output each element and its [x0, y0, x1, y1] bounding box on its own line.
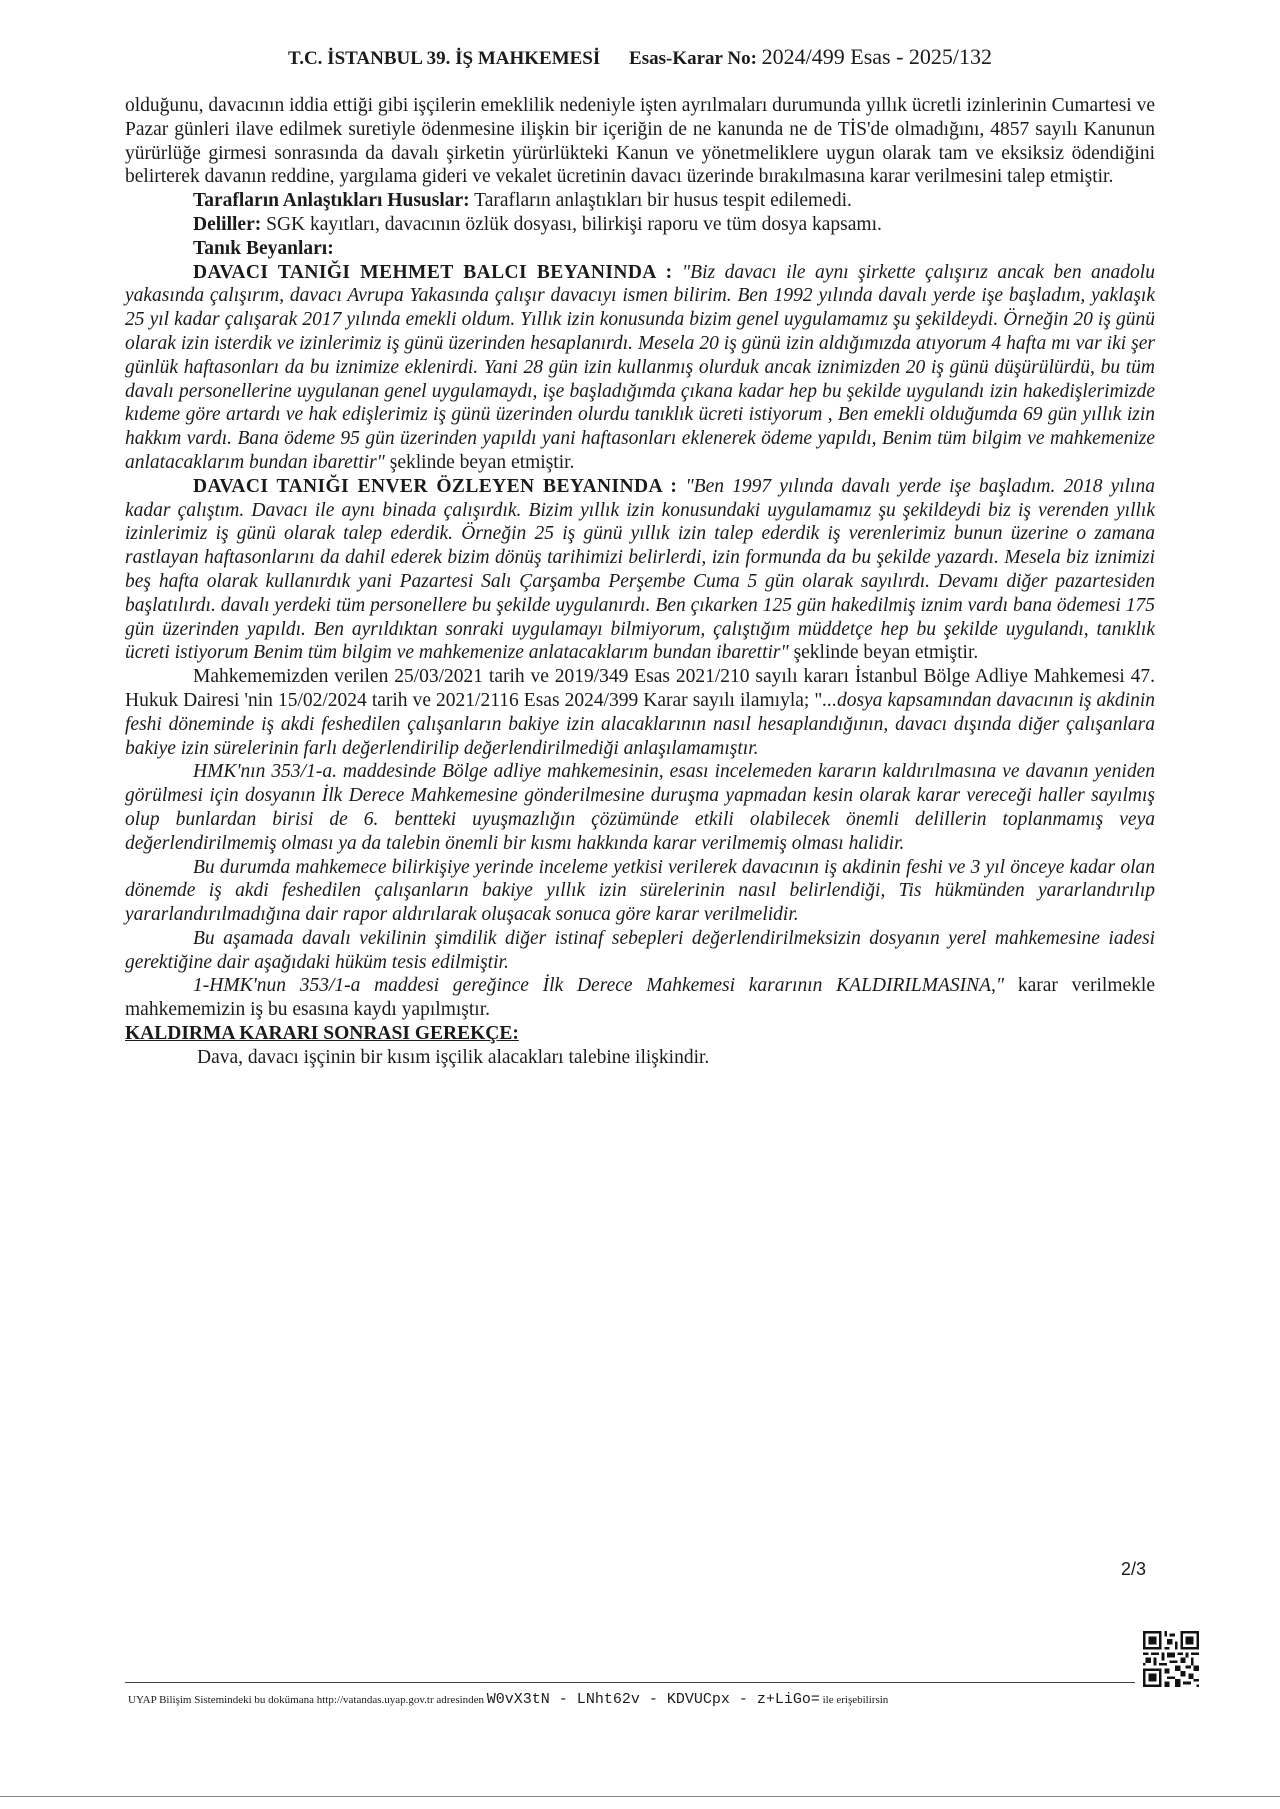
document-body [125, 94, 1155, 1070]
footer-access-code: W0vX3tN - LNht62v - KDVUCpx - z+LiGo= [486, 1691, 820, 1708]
footer-divider [125, 1682, 1135, 1683]
paragraph-remand-reason: Bu aşamada davalı vekilinin şimdilik diğer istinaf sebepleri değerlendirilmeksizin dosyanın yerel mahkemesine iadesi gerektiğine dair aşağıdaki hüküm tesis edilmiştir. [125, 927, 1155, 973]
paragraph-expert-instruction: Bu durumda mahkemece bilirkişiye yerinde inceleme yetkisi verilerek davacının iş akdinin feshi ve 3 yıl önceye kadar olan dönemde iş akdi feshedilen çalışanların bakiye yıllık izin sürelerinin nasıl belirlendiği, Tis hükmünden yararlandırılıp yararlandırılmadığına dair rapor aldırılarak oluşacak sonuca göre karar verilmelidir. [125, 856, 1155, 926]
agreed-matters-text: Tarafların anlaştıkları bir husus tespit edilemedi. [469, 190, 852, 212]
witness-2-label: DAVACI TANIĞI ENVER ÖZLEYEN BEYANINDA : [193, 475, 678, 497]
witness-heading: Tanık Beyanları: [193, 237, 334, 259]
ruling-text: karar verilmekle mahkememizin iş bu esasına kaydı yapılmıştır. [125, 975, 1155, 1021]
paragraph-agreed-matters [125, 189, 1155, 213]
witness-2-tail: şeklinde beyan etmiştir. [788, 642, 979, 664]
scan-edge-line [0, 1796, 1280, 1797]
paragraph-witness-1 [125, 261, 1155, 475]
paragraph-appeal-decision [125, 665, 1155, 760]
page-header [0, 44, 1280, 70]
case-number-label: Esas-Karar No: [629, 48, 757, 69]
paragraph-case-subject: Dava, davacı işçinin bir kısım işçilik alacakları talebine ilişkindir. [197, 1046, 710, 1068]
case-number-value: 2024/499 Esas - 2025/132 [761, 44, 993, 69]
section-heading-reasoning: KALDIRMA KARARI SONRASI GEREKÇE: [125, 1023, 519, 1045]
paragraph-witness-2 [125, 475, 1155, 665]
appeal-decision-quote: ...dosya kapsamından davacının iş akdinin feshi döneminde iş akdi feshedilen çalışanların bakiye izin alacaklarının nasıl hesaplandığının, davacı dışında diğer çalışanlara bakiye izin sürelerinin farlı değerlendirilip değerlendirilmediği anlaşılamamıştır. [125, 689, 1155, 759]
court-name: T.C. İSTANBUL 39. İŞ MAHKEMESİ [287, 48, 601, 69]
page-number: 2/3 [1120, 1559, 1146, 1579]
page-footer [128, 1691, 888, 1708]
paragraph-hmk-article: HMK'nın 353/1-a. maddesinde Bölge adliye mahkemesinin, esası incelemeden kararın kaldırılmasına ve davanın yeniden görülmesi için dosyanın İlk Derece Mahkemesine gönderilmesine duruşma yapmadan kesin olarak karar vereceği haller sayılmış olup bunlardan birisi de 6. bentteki uyuşmazlığın çözümünde etkili olabilecek önemli delillerin toplanmamış veya değerlendirilmemiş olması ya da talebin önemli bir kısmı hakkında karar verilmemiş olması halidir. [125, 761, 1155, 854]
witness-1-label: DAVACI TANIĞI MEHMET BALCI BEYANINDA : [193, 261, 673, 283]
witness-1-tail: şeklinde beyan etmiştir. [384, 451, 575, 473]
witness-2-statement: "Ben 1997 yılında davalı yerde işe başladım. 2018 yılına kadar çalıştım. Davacı ile aynı binada çalışırdık. Bizim yıllık izin konusundaki uygulamamız şu şekildeydi biz iş verenden yıllık izinlerimiz iş günü olarak talep ederdik. Örneğin 25 iş günü yıllık izin talep ederdik iş verenlerimiz bunun üzerine o zamana rastlayan haftasonlarını da dahil ederek bizim dönüş tarihimizi belirlerdi, izin formunda da bu şekilde yazardı. Mesela biz iznimizi beş hafta olarak kullanırdık yani Pazartesi Salı Çarşamba Perşembe Cuma 5 gün olarak sayılırdı. Devamı diğer pazartesiden başlatılırdı. davalı yerdeki tüm personellere bu şekilde uygulanırdı. Ben çıkarken 125 gün hakedilmiş iznim vardı bana ödemesi 175 gün üzerinden yapıldı. Ben ayrıldıktan sonraki uygulamayı bilmiyorum, çalıştığım müddetçe hep bu şekilde uygulandı, tanıklık ücreti istiyorum Benim tüm bilgim ve mahkemenize anlatacaklarım bundan ibarettir" [125, 475, 1155, 664]
agreed-matters-label: Tarafların Anlaştıkları Hususlar: [193, 190, 470, 212]
witness-1-statement: "Biz davacı ile aynı şirkette çalışırız ancak ben anadolu yakasında çalışırım, davacı Avrupa Yakasında çalışır davacıyı ismen bilirim. Ben 1992 yılında davalı yerde işe başladım, yaklaşık 25 yıl kadar çalışarak 2017 yılında emekli oldum. Yıllık izin konusunda bizim genel uygulamamız şu şekildeydi. Örneğin 20 iş günü olarak izin isterdik ve izinlerimiz iş günü üzerinden hesaplanırdı. Mesela 20 iş günü izin aldığımızda atıyorum 4 hafta mı var iki şer günlük haftasonları da bu iznimize eklenirdi. Yani 28 gün izin kullanmış olurduk ancak iznimizden 20 iş günü düşürülürdü, bu tüm davalı personellerine uygulanan genel uygulamaydı, işe başladığımda çıkana kadar hep bu şekilde uygulandı izin hakedişlerimizde kıdeme göre artardı ve hak edişlerimiz iş günü üzerinden olurdu tanıklık ücreti istiyorum , Ben emekli olduğumda 69 gün yıllık izin hakkım vardı. Bana ödeme 95 gün üzerinden yapıldı yani haftasonları eklenerek ödeme yapıldı, Benim tüm bilgim ve mahkemenize anlatacaklarım bundan ibarettir" [125, 261, 1155, 473]
paragraph-evidence [125, 213, 1155, 237]
paragraph-ruling [125, 974, 1155, 1022]
evidence-label: Deliller: [193, 213, 262, 235]
paragraph-defense-summary: olduğunu, davacının iddia ettiği gibi işçilerin emeklilik nedeniyle işten ayrılmaları durumunda yıllık ücretli izinlerinin Cumartesi ve Pazar günleri ilave edilmek suretiyle ödenmesine ilişkin bir içeriğin de ne kanunda ne de TİS'de olmadığını, 4857 sayılı Kanunun yürürlüğe girmesi sonrasında da davalı şirketin yürürlükteki Kanun ve yönetmeliklere uygun olarak tam ve eksiksiz ödendiğini belirterek davanın reddine, yargılama gideri ve vekalet ücretinin davacı üzerinde bırakılmasına karar verilmesini talep etmiştir. [125, 95, 1155, 188]
paragraph-witness-heading [125, 237, 1155, 261]
qr-code [1143, 1631, 1199, 1687]
footer-text-before: UYAP Bilişim Sistemindeki bu dokümana http://vatandas.uyap.gov.tr adresinden [128, 1694, 485, 1706]
footer-text-after: ile erişebilirsin [822, 1694, 889, 1706]
appeal-decision-text: Mahkememizden verilen 25/03/2021 tarih ve 2019/349 Esas 2021/210 sayılı kararı İstanbul Bölge Adliye Mahkemesi 47. Hukuk Dairesi 'nin 15/02/2024 tarih ve 2021/2116 Esas 2024/399 Karar sayılı ilamıyla; " [125, 666, 1155, 711]
ruling-quote: 1-HMK'nun 353/1-a maddesi gereğince İlk Derece Mahkemesi kararının KALDIRILMASINA," [193, 975, 1005, 997]
evidence-text: SGK kayıtları, davacının özlük dosyası, bilirkişi raporu ve tüm dosya kapsamı. [261, 213, 882, 235]
